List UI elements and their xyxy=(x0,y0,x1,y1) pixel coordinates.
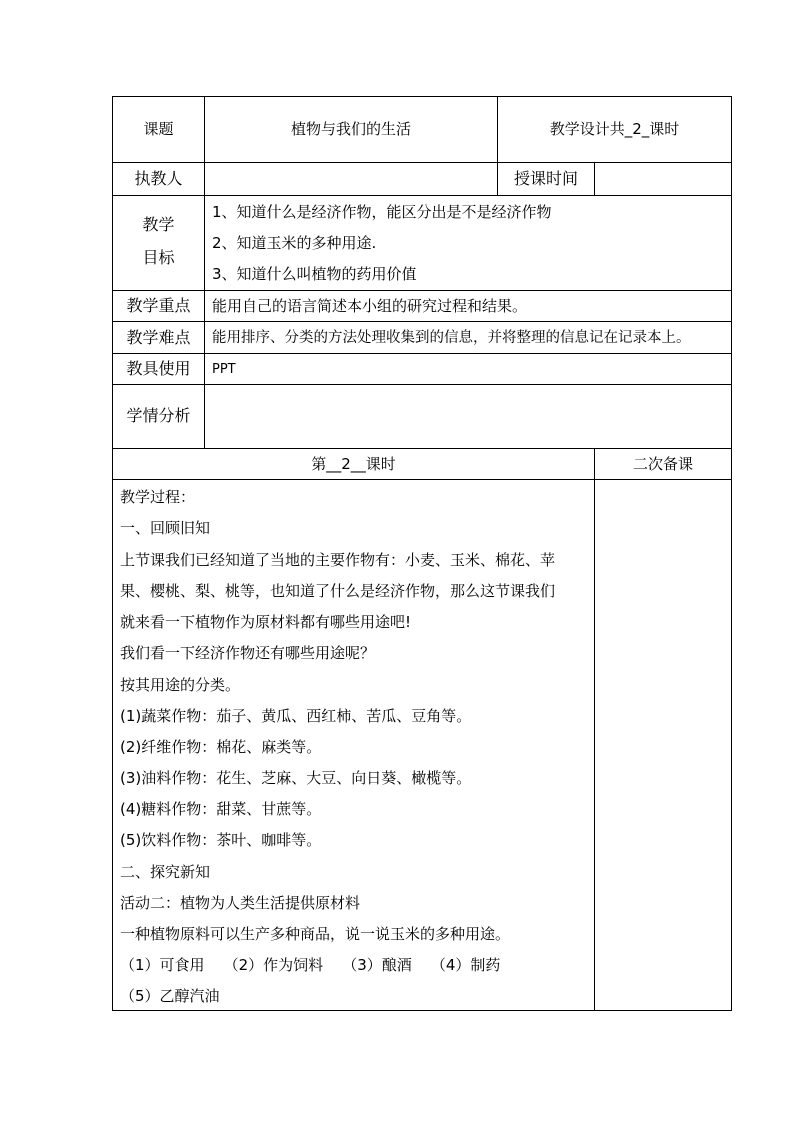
goal-item: 3、知道什么叫植物的药用价值 xyxy=(212,265,417,283)
column-divider xyxy=(594,448,595,1010)
row-divider xyxy=(112,321,732,322)
subject-label: 课题 xyxy=(143,120,174,138)
table-border-bottom xyxy=(112,1010,732,1011)
analysis-label: 学情分析 xyxy=(126,406,191,425)
lesson-title: 植物与我们的生活 xyxy=(290,120,411,138)
process-line: 教学过程： xyxy=(120,488,196,506)
process-line: (2)纤维作物：棉花、麻类等。 xyxy=(120,738,322,756)
process-line: 果、樱桃、梨、桃等，也知道了什么是经济作物，那么这节课我们 xyxy=(120,582,556,600)
design-periods: 教学设计共_2_课时 xyxy=(549,120,680,138)
column-divider xyxy=(594,162,595,195)
process-line: （1）可食用 （2）作为饲料 （3）酿酒 （4）制药 xyxy=(120,956,501,974)
second-prep-header: 二次备课 xyxy=(632,455,693,473)
difficulties-text: 能用排序、分类的方法处理收集到的信息，并将整理的信息记在记录本上。 xyxy=(212,330,691,346)
tools-label: 教具使用 xyxy=(126,359,191,378)
lesson-period-header: 第__2__课时 xyxy=(311,455,396,473)
process-line: (5)饮料作物：茶叶、咖啡等。 xyxy=(120,831,322,849)
process-line: 一种植物原料可以生产多种商品，说一说玉米的多种用途。 xyxy=(120,925,511,943)
difficulties-label: 教学难点 xyxy=(126,328,191,347)
row-divider xyxy=(112,195,732,196)
process-line: 上节课我们已经知道了当地的主要作物有：小麦、玉米、棉花、苹 xyxy=(120,551,556,569)
process-line: 按其用途的分类。 xyxy=(120,676,241,694)
goals-label-line2: 目标 xyxy=(142,248,175,267)
class-time-label: 授课时间 xyxy=(513,169,578,188)
process-line: 就来看一下植物作为原材料都有哪些用途吧! xyxy=(120,613,412,631)
process-line: 活动二：植物为人类生活提供原材料 xyxy=(120,894,361,912)
process-line: 一、回顾旧知 xyxy=(120,519,211,537)
row-divider xyxy=(112,162,732,163)
process-line: 我们看一下经济作物还有哪些用途呢？ xyxy=(120,644,376,662)
process-line: 二、探究新知 xyxy=(120,863,211,881)
tools-text: PPT xyxy=(212,362,236,377)
process-line: (3)油料作物：花生、芝麻、大豆、向日葵、橄榄等。 xyxy=(120,769,472,787)
table-border-right xyxy=(731,96,732,1011)
goal-item: 1、知道什么是经济作物，能区分出是不是经济作物 xyxy=(212,203,552,221)
process-line: （5）乙醇汽油 xyxy=(120,987,220,1005)
row-divider xyxy=(112,479,732,480)
row-divider xyxy=(112,448,732,449)
process-line: (1)蔬菜作物：茄子、黄瓜、西红柿、苦瓜、豆角等。 xyxy=(120,707,472,725)
table-border-top xyxy=(112,96,732,97)
key-points-label: 教学重点 xyxy=(126,296,191,315)
row-divider xyxy=(112,290,732,291)
column-divider xyxy=(204,96,205,448)
key-points-text: 能用自己的语言简述本小组的研究过程和结果。 xyxy=(212,297,528,315)
row-divider xyxy=(112,353,732,354)
teacher-label: 执教人 xyxy=(134,169,183,188)
row-divider xyxy=(112,384,732,385)
goal-item: 2、知道玉米的多种用途. xyxy=(212,234,377,252)
goals-label-line1: 教学 xyxy=(142,215,175,234)
process-line: (4)糖料作物：甜菜、甘蔗等。 xyxy=(120,800,322,818)
